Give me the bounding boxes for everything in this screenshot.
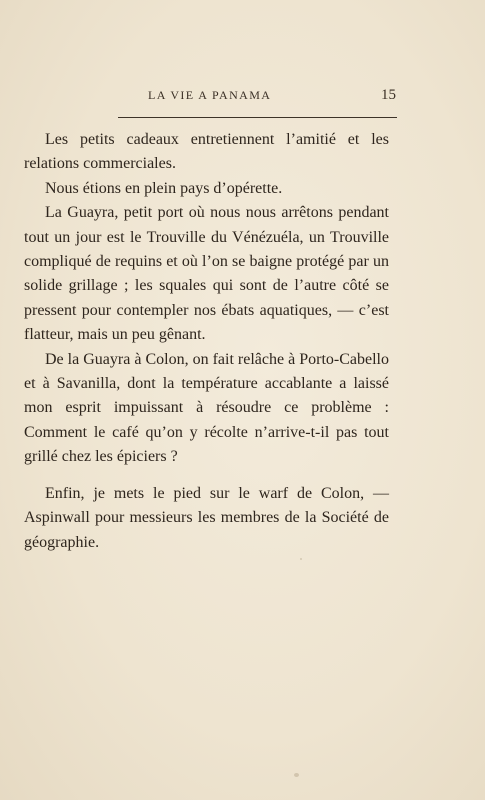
paragraph-colon-voyage: De la Guayra à Colon, on fait relâche à Porto-Cabello et à Savanilla, dont la température accablante a laissé mon esprit impuissant à résoudre ce problème : Comment le café qu’on y récolte n’arrive-t-il pas tout grillé chez les épiciers ?: [24, 350, 389, 466]
page-number: 15: [381, 87, 396, 103]
page-header: [118, 88, 400, 106]
paragraph-gap: [24, 470, 389, 482]
header-rule: [118, 117, 397, 118]
page-body: [24, 128, 389, 555]
paragraph-operetta: Nous étions en plein pays d’opérette.: [45, 179, 283, 197]
running-title: LA VIE A PANAMA: [148, 88, 272, 102]
paragraph-la-guayra: La Guayra, petit port où nous nous arrêtons pendant tout un jour est le Trouville du Vénézuéla, un Trouville compliqué de requins et où l’on se baigne protégé par un solide grillage ; les squales qui sont de l’autre côté se pressent pour contempler nos ébats aquatiques, — c’est flatteur, mais un peu gênant.: [24, 204, 389, 344]
paper-speck: [294, 773, 299, 777]
paragraph-arrival: Enfin, je mets le pied sur le warf de Colon, — Aspinwall pour messieurs les membres de la Société de géographie.: [24, 484, 389, 551]
paper-speck: [300, 558, 302, 560]
paragraph-gifts: Les petits cadeaux entretiennent l’amitié et les relations commerciales.: [24, 131, 389, 173]
